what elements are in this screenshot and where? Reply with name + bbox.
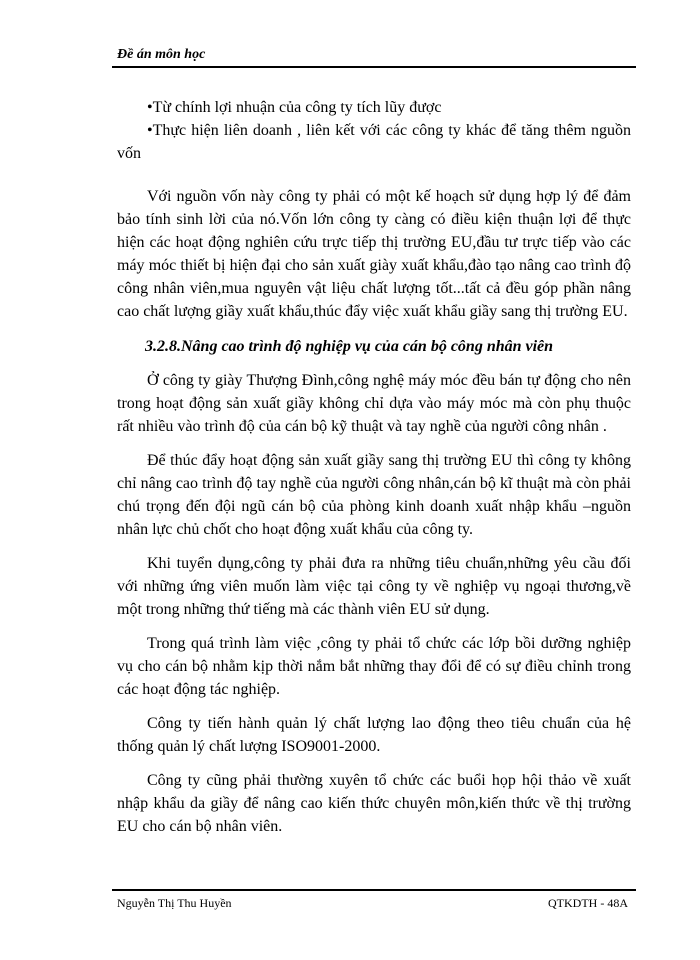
- paragraph-technology: Ở công ty giày Thượng Đình,công nghệ máy móc đều bán tự động cho nên trong hoạt động sản xuất giầy không chỉ dựa vào máy móc mà còn phụ thuộc rất nhiều vào trình độ của cán bộ kỹ thuật và tay nghề của người công nhân .: [117, 372, 631, 435]
- footer-class-code: QTKDTH - 48A: [548, 896, 628, 910]
- paragraph-seminars: Công ty cũng phải thường xuyên tổ chức các buổi họp hội thảo về xuất nhập khẩu da giầy để nâng cao kiến thức chuyên môn,kiến thức về thị trường EU cho cán bộ nhân viên.: [117, 772, 631, 835]
- footer-author: Nguyễn Thị Thu Huyền: [117, 896, 232, 910]
- paragraph-export-staff: Để thúc đẩy hoạt động sản xuất giầy sang thị trường EU thì công ty không chỉ nâng cao trình độ tay nghề của người công nhân,cán bộ kĩ thuật mà còn phải chú trọng đến đội ngũ cán bộ của phòng kinh doanh xuất nhập khẩu –nguồn nhân lực chủ chốt cho hoạt động xuất khẩu của công ty.: [117, 452, 631, 538]
- header-divider: [112, 66, 636, 68]
- footer-divider: [112, 889, 636, 891]
- bullet-item-1: •Từ chính lợi nhuận của công ty tích lũy được: [147, 99, 442, 116]
- paragraph-quality-management: Công ty tiến hành quản lý chất lượng lao động theo tiêu chuẩn của hệ thống quản lý chất lượng ISO9001-2000.: [117, 715, 631, 755]
- paragraph-recruitment: Khi tuyển dụng,công ty phải đưa ra những tiêu chuẩn,những yêu cầu đối với những ứng viên muốn làm việc tại công ty về nghiệp vụ ngoại thương,về một trong những thứ tiếng mà các thành viên EU sử dụng.: [117, 555, 631, 618]
- paragraph-capital-usage: Với nguồn vốn này công ty phải có một kế hoạch sử dụng hợp lý để đảm bảo tính sinh lời của nó.Vốn lớn công ty càng có điều kiện thuận lợi để thực hiện các hoạt động nghiên cứu trực tiếp thị trường EU,đầu tư trực tiếp vào các máy móc thiết bị hiện đại cho sản xuất giày xuất khẩu,đào tạo nâng cao trình độ công nhân viên,mua nguyên vật liệu chất lượng tốt...tất cả đều góp phần nâng cao chất lượng giầy xuất khẩu,thúc đẩy việc xuất khẩu giầy sang thị trường EU.: [117, 188, 631, 320]
- document-body: [117, 96, 631, 838]
- paragraph-training: Trong quá trình làm việc ,công ty phải tổ chức các lớp bồi dưỡng nghiệp vụ cho cán bộ nhằm kịp thời nắm bắt những thay đổi để có sự điều chỉnh trong các hoạt động tác nghiệp.: [117, 635, 631, 698]
- bullet-item-2: •Thực hiện liên doanh , liên kết với các công ty khác để tăng thêm nguồn vốn: [117, 122, 631, 162]
- section-heading: 3.2.8.Nâng cao trình độ nghiệp vụ của cán bộ công nhân viên: [145, 338, 554, 355]
- page-header-title: Đề án môn học: [117, 47, 206, 62]
